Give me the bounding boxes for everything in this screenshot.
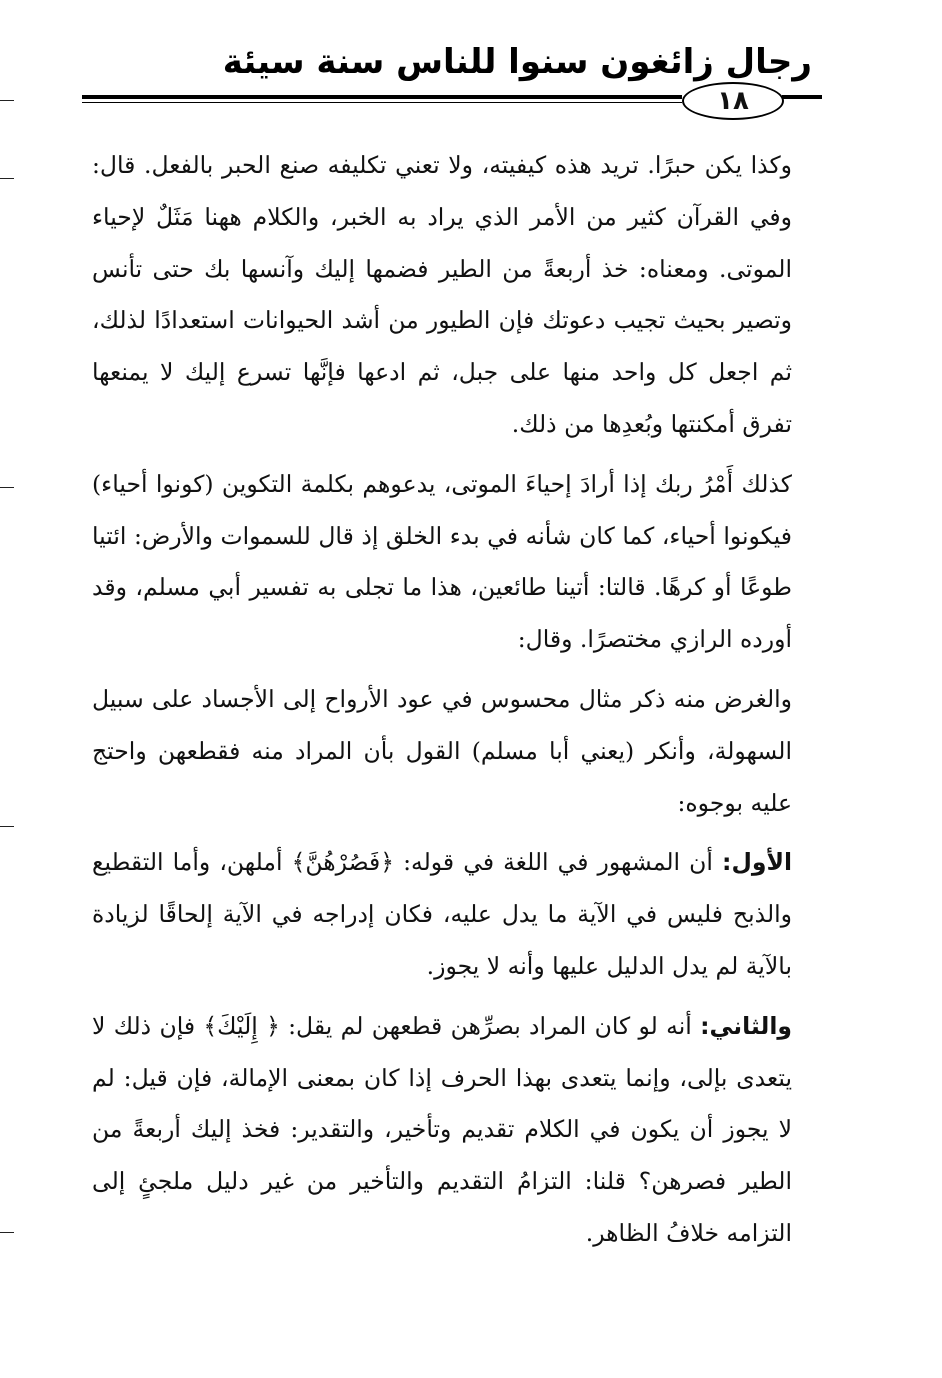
paragraph-text: أنه لو كان المراد بصرِّهن قطعهن لم يقل: ﴿ إِلَيْكَ﴾ فإن ذلك لا يتعدى بإلى، وإنما يتعدى بهذا الحرف إذا كان بمعنى الإمالة، فإن قيل: لم لا يجوز أن يكون في الكلام تقديم وتأخير، والتقدير: فخذ إليك أربعةً من الطير فصرهن؟ قلنا: التزامُ التقديم والتأخير من غير دليل ملجئٍ إلى التزامه خلافُ الظاهر. [92, 1011, 792, 1247]
running-title: رجال زائغون سنوا للناس سنة سيئة [222, 42, 812, 82]
scan-edge-mark [0, 826, 14, 827]
paragraph-lead: والثاني: [700, 1011, 792, 1040]
paragraph [92, 140, 792, 451]
scan-edge-mark [0, 100, 14, 101]
paragraph [92, 837, 792, 992]
page-number-frame [682, 82, 782, 118]
paragraph-lead: الأول: [722, 848, 792, 877]
page-header [82, 38, 822, 118]
header-rule-thin [82, 102, 722, 103]
page-number: ١٨ [682, 82, 784, 120]
body-text [92, 140, 792, 1268]
scan-edge-mark [0, 1232, 14, 1233]
paragraph-text: أن المشهور في اللغة في قوله: ﴿فَصُرْهُنَّ﴾ أملهن، وأما التقطيع والذبح فليس في الآية ما يدل عليه، فكان إدراجه في الآية إلحاقًا لزيادة بالآية لم يدل الدليل عليها وأنه لا يجوز. [92, 848, 792, 980]
paragraph-text: والغرض منه ذكر مثال محسوس في عود الأرواح إلى الأجساد على سبيل السهولة، وأنكر (يعني أبا مسلم) القول بأن المراد منه فقطعهن واحتج عليه بوجوه: [92, 684, 792, 817]
scan-edge-mark [0, 178, 14, 179]
paragraph-text: كذلك أَمْرُ ربك إذا أرادَ إحياءَ الموتى، يدعوهم بكلمة التكوين (كونوا أحياء) فيكونوا أحياء، كما كان شأنه في بدء الخلق إذ قال للسموات والأرض: ائتيا طوعًا أو كرهًا. قالتا: أتينا طائعين، هذا ما تجلى به تفسير أبي مسلم، وقد أورده الرازي مختصرًا. وقال: [92, 469, 792, 654]
paragraph [92, 674, 792, 829]
paragraph [92, 1001, 792, 1260]
scan-edge-mark [0, 487, 14, 488]
paragraph [92, 459, 792, 666]
paragraph-text: وكذا يكن حبرًا. تريد هذه كيفيته، ولا تعني تكليفه صنع الحبر بالفعل. قال: وفي القرآن كثير من الأمر الذي يراد به الخبر، والكلام ههنا مَثَلٌ لإحياء الموتى. ومعناه: خذ أربعةً من الطير فضمها إليك وآنسها بك حتى تأنس وتصير بحيث تجيب دعوتك فإن الطيور من أشد الحيوانات استعدادًا لذلك، ثم اجعل كل واحد منها على جبل، ثم ادعها فإنَّها تسرع إليك لا يمنعها تفرق أمكنتها وبُعدِها من ذلك. [92, 151, 792, 438]
